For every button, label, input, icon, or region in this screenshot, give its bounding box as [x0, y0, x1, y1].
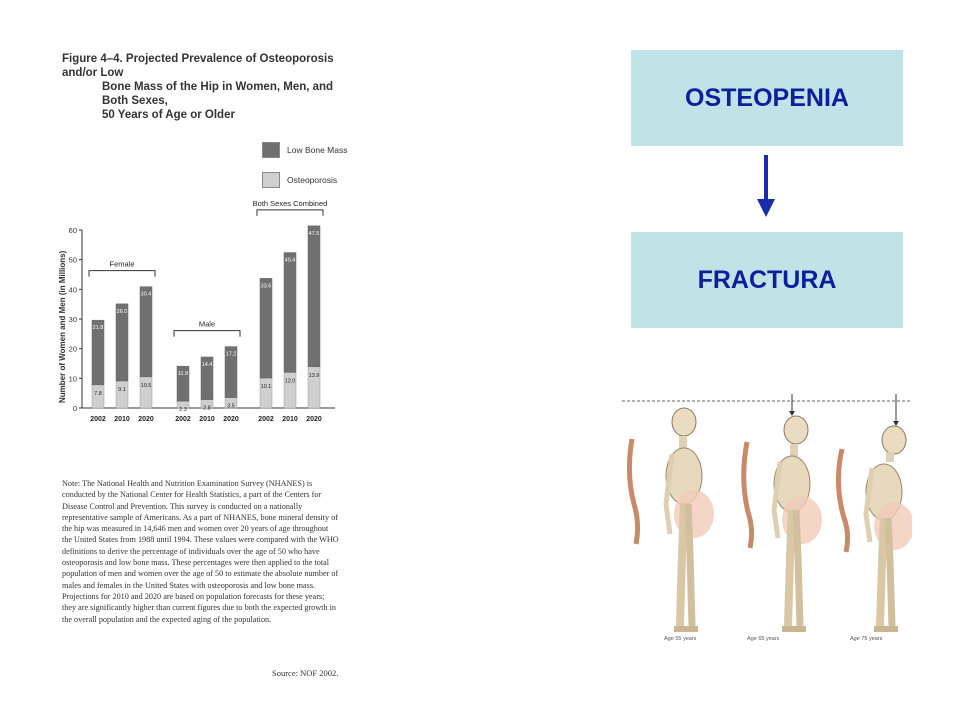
y-tick-label: 50: [68, 255, 77, 265]
data-label-osteoporosis: 2.3: [179, 407, 187, 414]
bar-low-bone-mass: [284, 253, 296, 373]
skeleton-age-75-label: Age 75 years: [850, 636, 883, 642]
bar-low-bone-mass: [308, 226, 320, 367]
data-label-low-bone-mass: 14.4: [201, 361, 213, 368]
group-label: Male: [198, 319, 216, 329]
skeleton-age-55-label: Age 55 years: [664, 636, 697, 642]
skeleton-age-65-label: Age 65 years: [747, 636, 780, 642]
bar-osteoporosis: [140, 377, 152, 408]
group-bracket: [174, 331, 240, 337]
bar-low-bone-mass: [260, 278, 272, 378]
x-tick-label: 2010: [114, 416, 130, 423]
data-label-osteoporosis: 13.9: [308, 372, 320, 379]
group-label: Both Sexes Combined: [252, 200, 328, 208]
data-label-low-bone-mass: 40.4: [284, 257, 296, 264]
data-label-low-bone-mass: 33.6: [260, 283, 272, 290]
x-tick-label: 2010: [199, 416, 215, 423]
figure-title-line-2: Bone Mass of the Hip in Women, Men, and Both Sexes,: [102, 81, 334, 107]
data-label-low-bone-mass: 11.8: [177, 371, 189, 378]
legend-label-osteoporosis: Osteoporosis: [287, 175, 338, 185]
x-tick-label: 2010: [282, 416, 298, 423]
data-label-osteoporosis: 2.8: [203, 405, 211, 412]
x-tick-label: 2020: [306, 416, 322, 423]
data-label-low-bone-mass: 21.8: [92, 325, 104, 332]
fractura-label: FRACTURA: [697, 265, 837, 294]
legend-item-osteoporosis: [262, 172, 347, 188]
data-label-osteoporosis: 3.5: [227, 403, 235, 410]
data-label-osteoporosis: 10.5: [140, 382, 152, 389]
data-label-osteoporosis: 12.0: [284, 378, 296, 385]
x-tick-label: 2020: [223, 416, 239, 423]
data-label-low-bone-mass: 47.5: [308, 230, 320, 237]
group-bracket: [257, 210, 323, 216]
group-label: Female: [109, 259, 135, 269]
x-tick-label: 2020: [138, 416, 154, 423]
legend-swatch-osteoporosis: [262, 172, 280, 188]
data-label-osteoporosis: 10.1: [260, 384, 272, 391]
y-tick-label: 20: [68, 344, 77, 354]
data-label-osteoporosis: 7.8: [94, 390, 102, 397]
y-axis-title: Number of Women and Men (in Millions): [58, 250, 67, 403]
legend-label-low-bone-mass: Low Bone Mass: [287, 145, 348, 155]
data-label-osteoporosis: 9.1: [118, 387, 126, 394]
bar-osteoporosis: [260, 378, 272, 408]
x-tick-label: 2002: [258, 416, 274, 423]
x-tick-label: 2002: [175, 416, 191, 423]
figure-source: Source: NOF 2002.: [272, 668, 339, 678]
osteopenia-box: [631, 50, 903, 146]
down-arrow-icon: [755, 155, 777, 219]
y-tick-label: 0: [72, 404, 77, 413]
posture-aging-illustration: [622, 394, 912, 644]
y-tick-label: 60: [68, 226, 77, 235]
bar-osteoporosis: [116, 381, 128, 408]
data-label-low-bone-mass: 30.4: [140, 291, 152, 298]
bar-low-bone-mass: [140, 287, 152, 377]
chart-legend: [262, 142, 347, 202]
bar-low-bone-mass: [116, 304, 128, 381]
data-label-low-bone-mass: 17.2: [225, 351, 237, 358]
figure-title-line-3: 50 Years of Age or Older: [102, 109, 235, 121]
group-bracket: [89, 271, 155, 277]
legend-swatch-low-bone-mass: [262, 142, 280, 158]
figure-title-line-1: Figure 4–4. Projected Prevalence of Osteoporosis and/or Low: [62, 53, 334, 79]
figure-note: Note: The National Health and Nutrition Examination Survey (NHANES) is conducted by the National Center for Health Statistics, a part of the Centers for Disease Control and Prevention. This survey is conducted on a nationally representative sample of Americans. As a part of NHANES, bone mineral density of the hip was measured in 14,646 men and women over 20 years of age throughout the United States from 1988 until 1994. These values were compared with the WHO definitions to derive the percentage of individuals over the age of 50 who have osteoporosis and low bone mass. These percentages were then applied to the total population of men and women over the age of 50 to estimate the absolute number of males and females in the United States with osteoporosis and low bone mass. Projections for 2010 and 2020 are based on population forecasts for these years; they are significantly higher than current figures due to both the expected growth in the overall population and the expected aging of the population.: [62, 479, 339, 624]
y-tick-label: 40: [68, 285, 77, 295]
y-tick-label: 10: [68, 374, 77, 384]
legend-item-low-bone-mass: [262, 142, 347, 158]
y-tick-label: 30: [68, 315, 77, 324]
figure-title: [62, 52, 352, 122]
stacked-bar-chart: [55, 200, 345, 450]
x-tick-label: 2002: [90, 416, 106, 423]
fractura-box: [631, 232, 903, 328]
osteopenia-label: OSTEOPENIA: [685, 83, 849, 112]
data-label-low-bone-mass: 26.0: [116, 308, 128, 315]
